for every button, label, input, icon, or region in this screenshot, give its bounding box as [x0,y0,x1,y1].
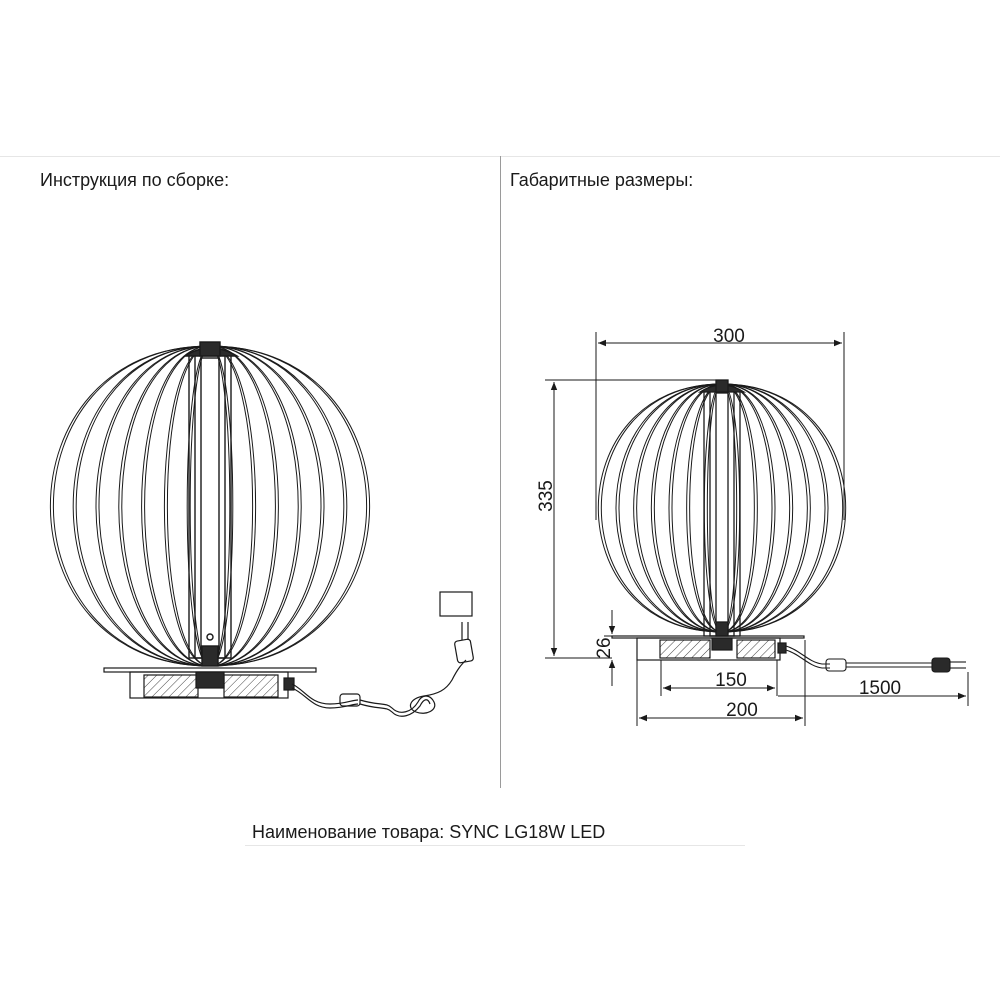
globe-rib [672,384,722,632]
dim-cord-length-label: 1500 [858,678,902,699]
globe-rib [145,346,210,666]
globe-rib [210,346,367,666]
globe-rib [722,384,825,632]
globe-rib [722,384,754,632]
dimensions-heading: Габаритные размеры: [510,170,694,190]
globe-rib [122,346,210,666]
dimensions-lamp-drawing [536,326,968,726]
assembly-cord [292,592,474,716]
dimensions-cord [786,646,966,672]
globe-rib [722,384,790,632]
assembly-base [104,668,316,698]
assembly-lamp-drawing [50,342,473,716]
product-name-line [252,822,605,842]
product-name: SYNC LG18W LED [449,822,606,842]
globe-rib [210,346,298,666]
globe-rib [722,384,772,632]
lamp-center-column [700,380,744,636]
dim-height-label: 335 [536,480,557,512]
dim-width-label: 300 [713,326,745,347]
assembly-heading: Инструкция по сборке: [40,170,230,190]
lamp-globe-ribs [598,384,845,632]
globe-rib [50,346,210,666]
dim-base-width-label: 200 [726,700,758,721]
lamp-globe-ribs [50,346,369,666]
globe-rib [210,346,370,666]
globe-rib [210,346,275,666]
dim-base-height-label: 26 [594,637,615,659]
dim-base-inner-label: 150 [715,670,747,691]
product-label: Наименование товара: [252,822,445,842]
globe-rib [53,346,210,666]
globe-rib [619,384,722,632]
globe-rib [690,384,722,632]
dimensions-base [612,636,804,660]
globe-rib [654,384,722,632]
